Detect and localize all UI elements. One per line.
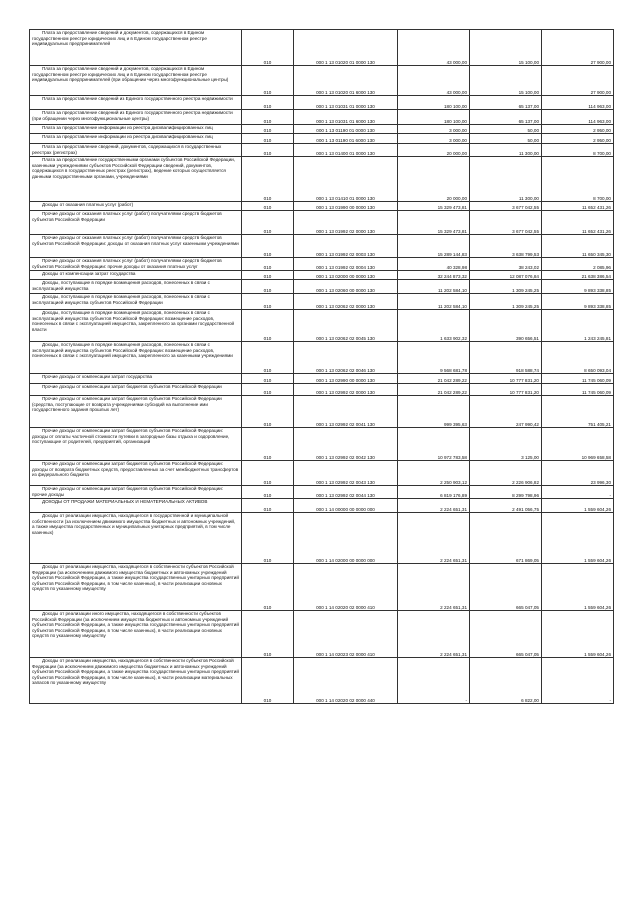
row-line-code: 010 — [242, 310, 294, 342]
row-line-code: 010 — [242, 211, 294, 235]
row-executed-amount: 10 777 831,20 — [470, 374, 542, 384]
row-budget-code: 000 1 13 02062 02 0045 130 — [294, 310, 398, 342]
row-executed-amount: 15 100,00 — [470, 30, 542, 66]
row-line-code: 010 — [242, 280, 294, 294]
row-name-text: Доходы от реализации имущества, находящегося в собственности субъектов Российской Федерации (за исключением движимого имущества бюджетных и автономных учреждений субъектов Российской Федерации, а также имущества государственных унитарных предприятий субъектов Российской Федерации, в том числе казенных), в части реализации материальных запасов по указанному имуществу — [32, 658, 239, 685]
table-body — [30, 30, 614, 704]
row-line-code: 010 — [242, 202, 294, 211]
row-name — [30, 271, 242, 280]
row-name-text: Доходы от реализации иного имущества, находящегося в собственности субъектов Российской Федерации (за исключением имущества бюджетных и автономных учреждений субъектов Российской Федерации, а также имущества государственных унитарных предприятий субъектов Российской Федерации, в том числе казенных), в части реализации основных средств по указанному имуществу — [32, 611, 239, 638]
row-name-text: Прочие доходы от оказания платных услуг (работ) получателями средств бюджетов субъектов Российской Федерации: прочие доходы от оказания платных услуг — [32, 258, 222, 269]
row-approved-amount: 2 250 903,12 — [398, 461, 470, 486]
row-executed-amount: 6 822,00 — [470, 658, 542, 704]
table-row — [30, 202, 614, 211]
row-unexecuted-amount: 10 969 658,58 — [542, 428, 614, 461]
table-row — [30, 271, 614, 280]
table-row — [30, 144, 614, 157]
row-unexecuted-amount: 11 652 431,26 — [542, 202, 614, 211]
row-name-text: Доходы от реализации имущества, находящегося в государственной и муниципальной собственности (за исключением движимого имущества бюджетных и автономных учреждений, а также имущества государственных и муниципальных унитарных предприятий, в том числе казенных) — [32, 513, 236, 535]
row-approved-amount: 2 224 651,31 — [398, 513, 470, 564]
table-row — [30, 499, 614, 513]
row-name — [30, 202, 242, 211]
row-executed-amount: 665 047,05 — [470, 564, 542, 611]
row-unexecuted-amount: 2 950,00 — [542, 134, 614, 144]
row-unexecuted-amount: 1 243 245,81 — [542, 310, 614, 342]
row-name-text: Доходы от реализации имущества, находящегося в собственности субъектов Российской Федерации (за исключением движимого имущества бюджетных и автономных учреждений субъектов Российской Федерации, а также имущества государственных унитарных предприятий субъектов Российской Федерации, в том числе казенных), в части реализации основных средств по указанному имуществу — [32, 564, 239, 591]
row-name-text: Доходы от компенсации затрат государства — [42, 271, 136, 276]
row-name-text: Доходы, поступающие в порядке возмещения расходов, понесенных в связи с эксплуатацией имущества субъектов Российской Федерации: возмещение расходов, понесенных в связи с эксплуатацией имущества, закрепленного за казенными учреждениями — [32, 342, 233, 358]
row-name — [30, 134, 242, 144]
row-name — [30, 513, 242, 564]
row-executed-amount: 15 100,00 — [470, 66, 542, 96]
row-executed-amount: 11 300,00 — [470, 144, 542, 157]
row-name-text: Плата за предоставление сведений из Единого государственного реестра недвижимости — [42, 96, 233, 101]
row-budget-code: 000 1 13 01992 02 0004 130 — [294, 258, 398, 271]
row-name — [30, 258, 242, 271]
row-approved-amount: 2 224 651,31 — [398, 611, 470, 658]
row-executed-amount: 1 309 245,25 — [470, 294, 542, 310]
row-line-code: 010 — [242, 30, 294, 66]
row-line-code: 010 — [242, 157, 294, 202]
row-unexecuted-amount: 8 700,00 — [542, 144, 614, 157]
row-unexecuted-amount: 11 745 060,09 — [542, 374, 614, 384]
row-approved-amount: 43 000,00 — [398, 66, 470, 96]
row-unexecuted-amount: 9 893 338,85 — [542, 280, 614, 294]
row-executed-amount: 3 677 042,55 — [470, 211, 542, 235]
row-name-text: Прочие доходы от компенсации затрат государства — [42, 374, 153, 379]
row-approved-amount: 21 042 289,22 — [398, 384, 470, 396]
row-line-code: 010 — [242, 658, 294, 704]
row-executed-amount: 247 990,42 — [470, 396, 542, 428]
row-unexecuted-amount: 8 700,00 — [542, 157, 614, 202]
row-unexecuted-amount: 114 963,00 — [542, 96, 614, 110]
row-executed-amount: 3 638 799,53 — [470, 235, 542, 258]
row-unexecuted-amount: 11 650 345,30 — [542, 235, 614, 258]
table-row — [30, 342, 614, 374]
row-approved-amount: 43 000,00 — [398, 30, 470, 66]
row-unexecuted-amount: 2 085,96 — [542, 258, 614, 271]
row-budget-code: 000 1 13 01031 01 0000 130 — [294, 96, 398, 110]
row-approved-amount: 21 042 289,22 — [398, 374, 470, 384]
row-executed-amount: 10 777 831,20 — [470, 384, 542, 396]
row-budget-code: 000 1 13 01020 01 6000 130 — [294, 66, 398, 96]
row-executed-amount: 65 137,00 — [470, 96, 542, 110]
table-row — [30, 157, 614, 202]
row-executed-amount: 3 677 042,55 — [470, 202, 542, 211]
row-approved-amount: 40 328,98 — [398, 258, 470, 271]
table-row — [30, 294, 614, 310]
row-approved-amount: 9 568 681,78 — [398, 342, 470, 374]
table-row — [30, 658, 614, 704]
row-unexecuted-amount: - — [542, 658, 614, 704]
row-budget-code: 000 1 14 02020 02 0000 440 — [294, 658, 398, 704]
row-executed-amount: 38 243,02 — [470, 258, 542, 271]
row-line-code: 010 — [242, 66, 294, 96]
row-unexecuted-amount: 1 559 604,26 — [542, 564, 614, 611]
row-line-code: 010 — [242, 428, 294, 461]
row-line-code: 010 — [242, 235, 294, 258]
row-line-code: 010 — [242, 396, 294, 428]
row-approved-amount: 2 224 651,31 — [398, 564, 470, 611]
row-name — [30, 144, 242, 157]
row-line-code: 010 — [242, 374, 294, 384]
table-row — [30, 396, 614, 428]
row-name — [30, 396, 242, 428]
row-unexecuted-amount: 11 745 060,09 — [542, 384, 614, 396]
row-line-code: 010 — [242, 110, 294, 125]
row-name — [30, 66, 242, 96]
row-line-code: 010 — [242, 499, 294, 513]
row-approved-amount: 10 972 783,58 — [398, 428, 470, 461]
row-approved-amount: 180 100,00 — [398, 110, 470, 125]
table-row — [30, 66, 614, 96]
row-budget-code: 000 1 13 01031 01 6000 130 — [294, 110, 398, 125]
row-approved-amount: 11 202 584,10 — [398, 294, 470, 310]
table-row — [30, 134, 614, 144]
row-executed-amount: 11 300,00 — [470, 157, 542, 202]
row-budget-code: 000 1 14 02000 00 0000 000 — [294, 513, 398, 564]
row-name-text: Доходы, поступающие в порядке возмещения расходов, понесенных в связи с эксплуатацией имущества — [32, 280, 210, 291]
row-line-code: 010 — [242, 486, 294, 499]
row-budget-code: 000 1 13 02060 00 0000 130 — [294, 280, 398, 294]
row-unexecuted-amount: 21 638 386,54 — [542, 271, 614, 280]
row-unexecuted-amount: 27 900,00 — [542, 66, 614, 96]
row-budget-code: 000 1 13 02990 00 0000 130 — [294, 374, 398, 384]
row-approved-amount: 32 244 873,32 — [398, 271, 470, 280]
row-name — [30, 499, 242, 513]
row-name — [30, 374, 242, 384]
row-budget-code: 000 1 13 02992 02 0044 130 — [294, 486, 398, 499]
row-budget-code: 000 1 13 01992 02 0003 130 — [294, 235, 398, 258]
row-line-code: 010 — [242, 513, 294, 564]
row-approved-amount: 15 329 473,81 — [398, 211, 470, 235]
row-unexecuted-amount: 751 405,21 — [542, 396, 614, 428]
row-executed-amount: 390 656,51 — [470, 310, 542, 342]
row-name-text: Прочие доходы от компенсации затрат бюджетов субъектов Российской Федерации: доходы от возврата бюджетных средств, предоставленных за счет межбюджетных трансфертов из федерального бюджета — [32, 461, 239, 477]
row-line-code: 010 — [242, 271, 294, 280]
row-budget-code: 000 1 13 01190 01 6000 130 — [294, 134, 398, 144]
row-line-code: 010 — [242, 96, 294, 110]
table-row — [30, 428, 614, 461]
table-row — [30, 461, 614, 486]
row-unexecuted-amount: 2 950,00 — [542, 125, 614, 134]
row-unexecuted-amount: 114 963,00 — [542, 110, 614, 125]
row-name — [30, 211, 242, 235]
row-name-text: Плата за предоставление информации из реестра дисквалифицированных лиц — [42, 134, 213, 139]
row-budget-code: 000 1 13 02992 02 0000 130 — [294, 384, 398, 396]
row-approved-amount: 999 395,63 — [398, 396, 470, 428]
row-budget-code: 000 1 13 02992 02 0041 130 — [294, 396, 398, 428]
row-executed-amount: 918 588,74 — [470, 342, 542, 374]
table-row — [30, 513, 614, 564]
row-name-text: Доходы, поступающие в порядке возмещения расходов, понесенных в связи с эксплуатацией имущества субъектов Российской Федерации — [32, 294, 210, 305]
row-name-text: Плата за предоставление сведений и документов, содержащихся в Едином государственном реестре юридических лиц и в Едином государственном реестре индивидуальных предпринимателей (при обращении через многофункциональные центры) — [32, 66, 229, 82]
row-budget-code: 000 1 13 01990 00 0000 130 — [294, 202, 398, 211]
table-row — [30, 110, 614, 125]
row-approved-amount: 15 329 473,81 — [398, 202, 470, 211]
row-name — [30, 486, 242, 499]
row-executed-amount: 2 226 906,82 — [470, 461, 542, 486]
row-executed-amount: 8 299 798,96 — [470, 486, 542, 499]
row-name — [30, 564, 242, 611]
row-budget-code: 000 1 14 02023 02 0000 410 — [294, 611, 398, 658]
row-approved-amount: 1 633 902,32 — [398, 310, 470, 342]
row-name-text: Плата за предоставление сведений и документов, содержащихся в Едином государственном реестре юридических лиц и в Едином государственном реестре индивидуальных предпринимателей — [32, 30, 207, 46]
row-approved-amount: 11 202 584,10 — [398, 280, 470, 294]
row-name-text: Прочие доходы от оказания платных услуг (работ) получателями средств бюджетов субъектов Российской Федерации: доходы от оказания платных услуг казенными учреждениями — [32, 235, 239, 246]
table-row — [30, 96, 614, 110]
row-name — [30, 157, 242, 202]
row-name-text: Прочие доходы от оказания платных услуг (работ) получателями средств бюджетов субъектов Российской Федерации — [32, 211, 222, 222]
row-unexecuted-amount: 9 893 338,85 — [542, 294, 614, 310]
row-name — [30, 235, 242, 258]
row-name-text: Плата за предоставление сведений из Единого государственного реестра недвижимости (при обращении через многофункциональные центры) — [32, 110, 233, 121]
row-name — [30, 30, 242, 66]
table-row — [30, 310, 614, 342]
row-line-code: 010 — [242, 461, 294, 486]
row-budget-code: 000 1 13 02062 02 0046 130 — [294, 342, 398, 374]
row-name — [30, 294, 242, 310]
row-budget-code: 000 1 14 02020 02 0000 410 — [294, 564, 398, 611]
table-row — [30, 280, 614, 294]
row-name-text: Доходы, поступающие в порядке возмещения расходов, понесенных в связи с эксплуатацией имущества субъектов Российской Федерации: возмещение расходов, понесенных в связи с эксплуатацией имущества, закрепленного за органами государственной власти — [32, 310, 235, 332]
row-line-code: 010 — [242, 134, 294, 144]
row-line-code: 010 — [242, 258, 294, 271]
row-unexecuted-amount: 11 652 431,26 — [542, 211, 614, 235]
row-line-code: 010 — [242, 564, 294, 611]
row-executed-amount: 50,00 — [470, 125, 542, 134]
table-row — [30, 564, 614, 611]
row-name-text: Плата за предоставление государственными органами субъектов Российской Федерации, казенными учреждениями субъектов Российской Федерации сведений, документов, содержащихся в государственных реестрах (регистрах), ведение которых осуществляется данными государственными органами, учреждениями — [32, 157, 235, 179]
row-executed-amount: 1 309 245,25 — [470, 280, 542, 294]
row-budget-code: 000 1 13 02000 00 0000 130 — [294, 271, 398, 280]
row-unexecuted-amount: 27 900,00 — [542, 30, 614, 66]
row-line-code: 010 — [242, 611, 294, 658]
row-approved-amount: 6 819 176,89 — [398, 486, 470, 499]
row-name-text: ДОХОДЫ ОТ ПРОДАЖИ МАТЕРИАЛЬНЫХ И НЕМАТЕРИАЛЬНЫХ АКТИВОВ — [42, 499, 208, 504]
row-budget-code: 000 1 14 00000 00 0000 000 — [294, 499, 398, 513]
table-row — [30, 125, 614, 134]
row-approved-amount: 180 100,00 — [398, 96, 470, 110]
row-budget-code: 000 1 13 02992 02 0043 130 — [294, 461, 398, 486]
row-name-text: Плата за предоставление сведений, документов, содержащихся в государственных реестрах (регистрах) — [32, 144, 222, 155]
row-budget-code: 000 1 13 02992 02 0042 130 — [294, 428, 398, 461]
table-row — [30, 611, 614, 658]
row-line-code: 010 — [242, 342, 294, 374]
row-executed-amount: 2 491 056,75 — [470, 499, 542, 513]
row-line-code: 010 — [242, 144, 294, 157]
table-row — [30, 30, 614, 66]
row-approved-amount: 2 224 651,31 — [398, 499, 470, 513]
row-name — [30, 96, 242, 110]
row-budget-code: 000 1 13 01190 01 0000 130 — [294, 125, 398, 134]
row-unexecuted-amount: 1 559 604,26 — [542, 499, 614, 513]
row-approved-amount: - — [398, 658, 470, 704]
row-approved-amount: 3 000,00 — [398, 125, 470, 134]
row-name-text: Плата за предоставление информации из реестра дисквалифицированных лиц — [42, 125, 213, 130]
row-executed-amount: 50,00 — [470, 134, 542, 144]
row-executed-amount: 665 047,05 — [470, 611, 542, 658]
row-line-code: 010 — [242, 384, 294, 396]
table-row — [30, 486, 614, 499]
row-executed-amount: 3 125,00 — [470, 428, 542, 461]
row-executed-amount: 65 137,00 — [470, 110, 542, 125]
row-budget-code: 000 1 13 01400 01 0000 130 — [294, 144, 398, 157]
row-unexecuted-amount: 23 996,30 — [542, 461, 614, 486]
row-budget-code: 000 1 13 01020 01 0000 130 — [294, 30, 398, 66]
row-name — [30, 428, 242, 461]
row-unexecuted-amount: 1 559 604,26 — [542, 611, 614, 658]
row-line-code: 010 — [242, 294, 294, 310]
row-name-text: Прочие доходы от компенсации затрат бюджетов субъектов Российской Федерации (средства, поступающие от возврата учреждениями субсидий на выполнение ими государственного задания прошлых лет) — [32, 396, 222, 412]
row-name — [30, 658, 242, 704]
row-approved-amount: 20 000,00 — [398, 157, 470, 202]
row-budget-code: 000 1 13 02062 02 0000 130 — [294, 294, 398, 310]
table-row — [30, 258, 614, 271]
row-name — [30, 125, 242, 134]
row-name-text: Доходы от оказания платных услуг (работ) — [42, 202, 134, 207]
row-name-text: Прочие доходы от компенсации затрат бюджетов субъектов Российской Федерации — [42, 384, 222, 389]
table-row — [30, 384, 614, 396]
row-name — [30, 611, 242, 658]
row-name — [30, 384, 242, 396]
row-unexecuted-amount: 8 650 093,04 — [542, 342, 614, 374]
row-name — [30, 310, 242, 342]
budget-income-table — [29, 29, 614, 704]
row-approved-amount: 3 000,00 — [398, 134, 470, 144]
table-row — [30, 235, 614, 258]
row-executed-amount: 671 869,05 — [470, 513, 542, 564]
row-budget-code: 000 1 13 01992 02 0000 130 — [294, 211, 398, 235]
row-budget-code: 000 1 13 01410 01 0000 130 — [294, 157, 398, 202]
row-name-text: Прочие доходы от компенсации затрат бюджетов субъектов Российской Федерации: прочие доходы — [32, 486, 223, 497]
row-approved-amount: 15 289 144,83 — [398, 235, 470, 258]
row-name — [30, 110, 242, 125]
table-row — [30, 211, 614, 235]
row-line-code: 010 — [242, 125, 294, 134]
table-row — [30, 374, 614, 384]
row-name — [30, 461, 242, 486]
row-name — [30, 342, 242, 374]
row-unexecuted-amount: 1 559 604,26 — [542, 513, 614, 564]
row-unexecuted-amount: - — [542, 486, 614, 499]
row-name-text: Прочие доходы от компенсации затрат бюджетов субъектов Российской Федерации: доходы от оплаты частичной стоимости путевки в загородные базы отдыха и оздоровление, поступающие от родителей, предприятий, организаций — [32, 428, 230, 444]
row-executed-amount: 12 087 076,84 — [470, 271, 542, 280]
row-name — [30, 280, 242, 294]
row-approved-amount: 20 000,00 — [398, 144, 470, 157]
